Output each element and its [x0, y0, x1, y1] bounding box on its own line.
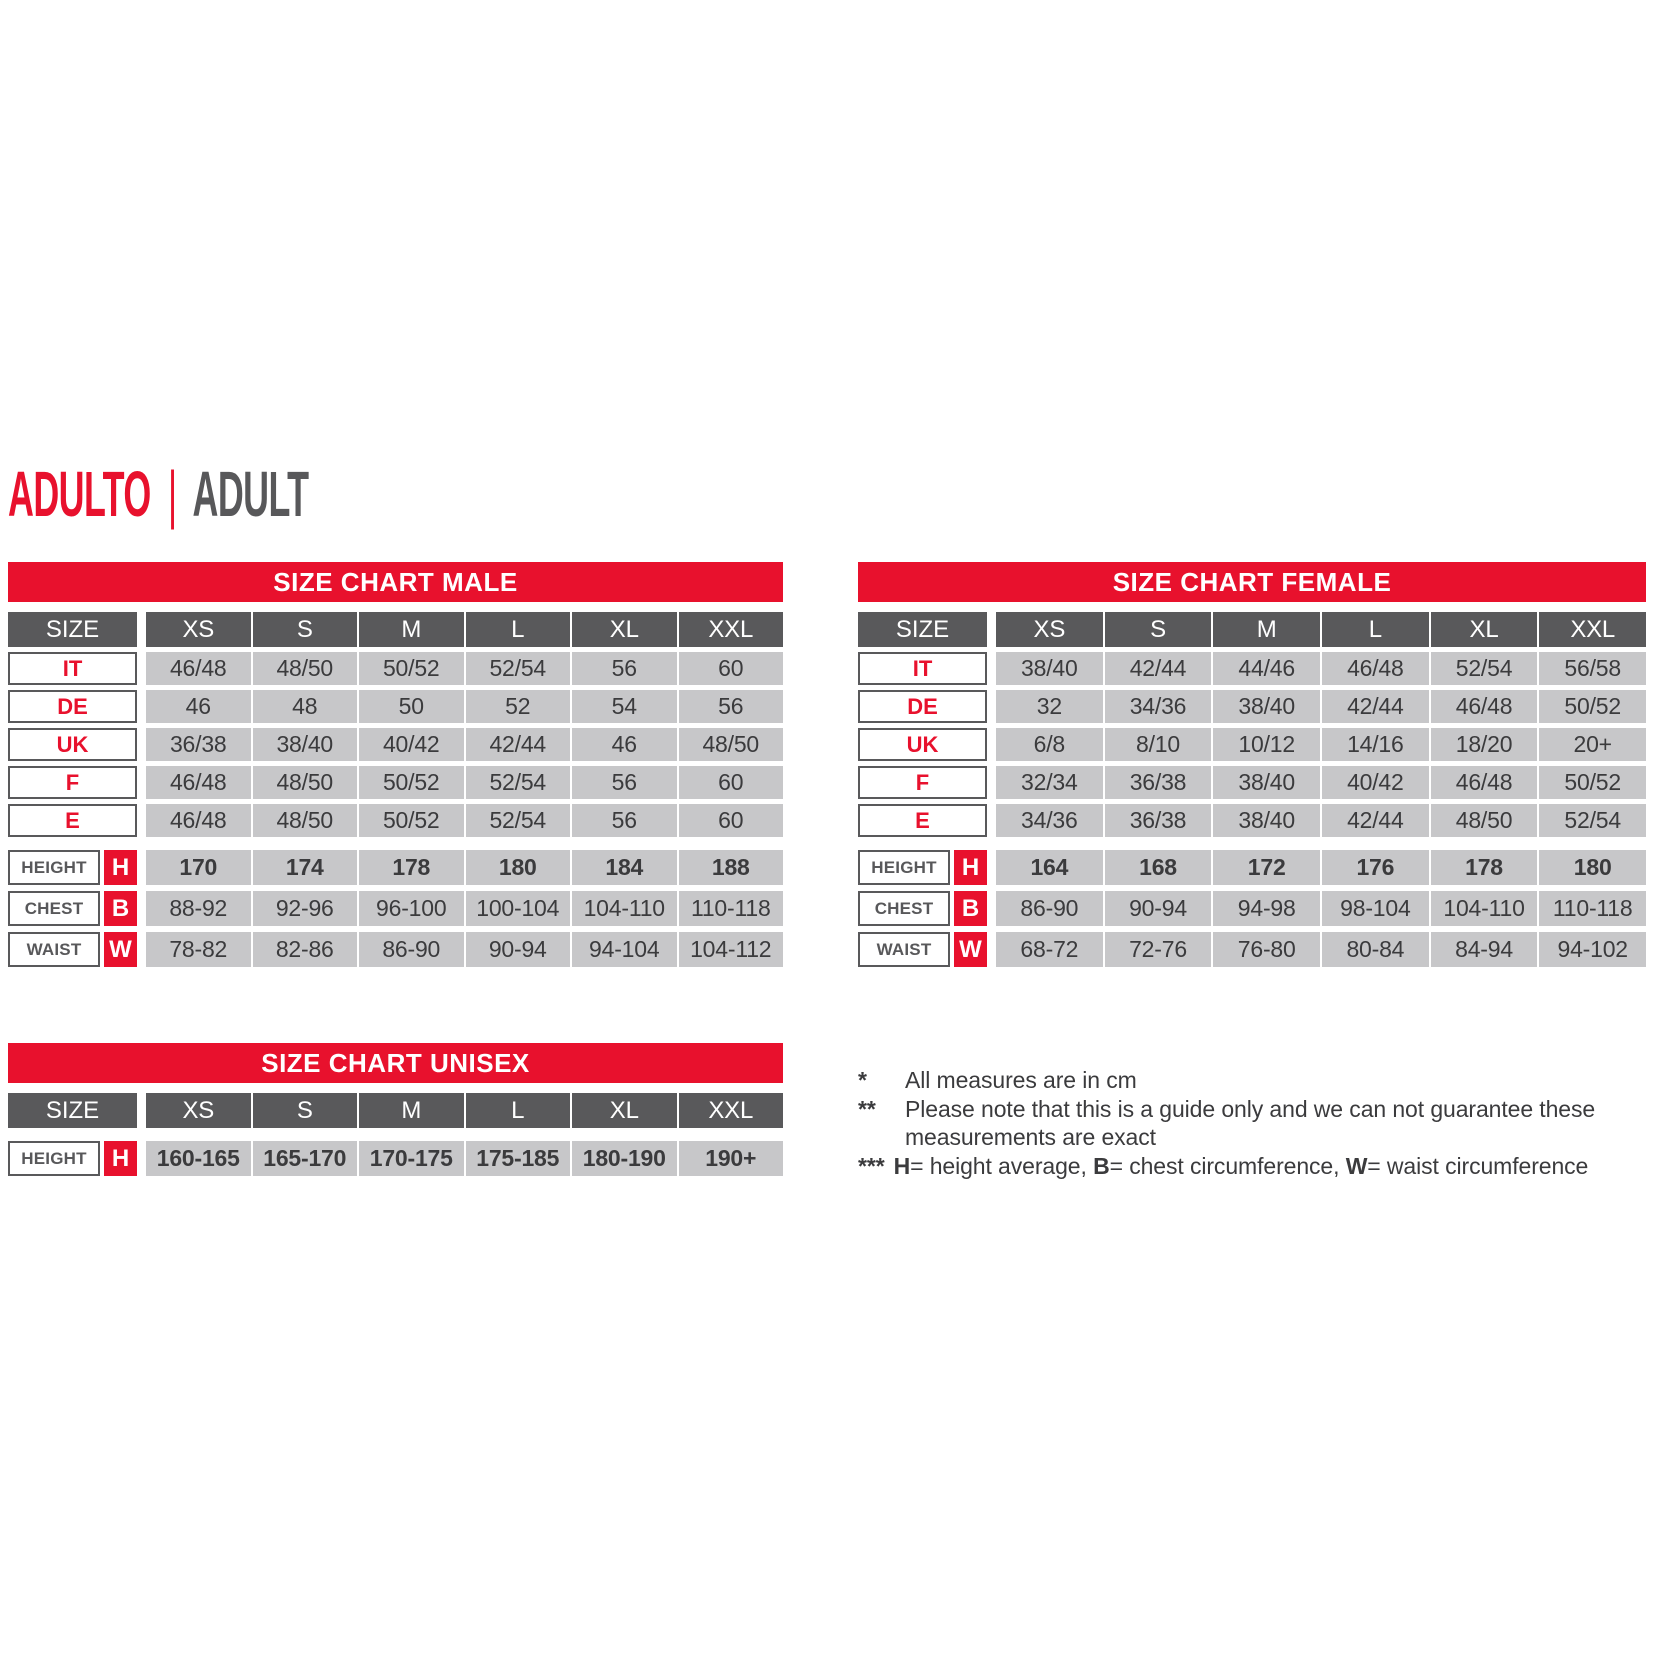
measure-value-cell: 100-104	[466, 891, 571, 926]
size-row-label-e: E	[8, 804, 137, 837]
size-value-cell: 32/34	[996, 766, 1103, 799]
size-row-de	[8, 690, 783, 723]
measure-value-cell: 92-96	[253, 891, 358, 926]
column-header-xl: XL	[572, 612, 677, 647]
size-row-label-it: IT	[858, 652, 987, 685]
measure-row-cells	[996, 891, 1646, 926]
size-value-cell: 48/50	[679, 728, 784, 761]
size-chart-unisex-table	[8, 1043, 783, 1176]
measure-value-cell: 170-175	[359, 1141, 464, 1176]
measure-value-cell: 96-100	[359, 891, 464, 926]
measure-row-label-waist: WAIST	[8, 932, 100, 967]
size-chart-female-table	[858, 562, 1646, 967]
column-header-row	[8, 612, 783, 647]
column-header-s: S	[253, 612, 358, 647]
column-header-row	[858, 612, 1646, 647]
size-value-cell: 40/42	[1322, 766, 1429, 799]
size-value-cell: 56	[572, 652, 677, 685]
measure-value-cell: 176	[1322, 850, 1429, 885]
measure-letter-badge-b: B	[104, 891, 137, 926]
size-header-label: SIZE	[858, 612, 987, 647]
footnote-bold-term: B	[1093, 1152, 1110, 1179]
measure-value-cell: 175-185	[466, 1141, 571, 1176]
footnote-text	[905, 1066, 1650, 1095]
column-header-m: M	[359, 612, 464, 647]
measure-value-cell: 174	[253, 850, 358, 885]
size-row-cells	[146, 728, 783, 761]
size-value-cell: 50/52	[1539, 690, 1646, 723]
page-title-secondary: ADULT	[192, 458, 309, 530]
measure-value-cell: 168	[1105, 850, 1212, 885]
column-header-xs: XS	[146, 612, 251, 647]
size-value-cell: 20+	[1539, 728, 1646, 761]
size-value-cell: 60	[679, 652, 784, 685]
column-header-xl: XL	[572, 1093, 677, 1128]
size-row-label-uk: UK	[858, 728, 987, 761]
measure-row-label-height: HEIGHT	[8, 850, 100, 885]
measure-value-cell: 178	[1431, 850, 1538, 885]
size-row-label-wrap	[858, 766, 987, 799]
size-value-cell: 52	[466, 690, 571, 723]
size-value-cell: 56	[572, 766, 677, 799]
column-header-xxl: XXL	[679, 612, 784, 647]
size-value-cell: 38/40	[1213, 804, 1320, 837]
size-value-cell: 38/40	[253, 728, 358, 761]
footnote-text-segment: All measures are in cm	[905, 1067, 1137, 1093]
measure-letter-badge-h: H	[104, 850, 137, 885]
size-row-label-wrap	[8, 766, 137, 799]
measure-value-cell: 180-190	[572, 1141, 677, 1176]
measure-letter-badge-b: B	[954, 891, 987, 926]
measure-value-cell: 165-170	[253, 1141, 358, 1176]
size-row-label-wrap	[8, 652, 137, 685]
size-row-e	[858, 804, 1646, 837]
size-row-uk	[8, 728, 783, 761]
size-value-cell: 48	[253, 690, 358, 723]
measure-value-cell: 180	[466, 850, 571, 885]
column-header-xl: XL	[1431, 612, 1538, 647]
size-header-cell-wrap	[858, 612, 987, 647]
measure-value-cell: 86-90	[996, 891, 1103, 926]
size-value-cell: 56	[572, 804, 677, 837]
size-row-label-de: DE	[858, 690, 987, 723]
table-header-bar-unisex: SIZE CHART UNISEX	[8, 1043, 783, 1083]
size-row-f	[858, 766, 1646, 799]
column-header-row	[8, 1093, 783, 1128]
column-header-cells	[996, 612, 1646, 647]
footnote-text	[894, 1152, 1650, 1181]
size-value-cell: 42/44	[466, 728, 571, 761]
size-value-cell: 52/54	[466, 652, 571, 685]
footnote-text	[905, 1095, 1650, 1152]
measure-row-label-chest: CHEST	[858, 891, 950, 926]
size-row-label-wrap	[858, 804, 987, 837]
measure-letter-badge-h: H	[104, 1141, 137, 1176]
measure-row-label-waist: WAIST	[858, 932, 950, 967]
measure-row-height	[858, 850, 1646, 885]
size-row-label-wrap	[8, 690, 137, 723]
size-value-cell: 48/50	[253, 766, 358, 799]
size-row-it	[8, 652, 783, 685]
measure-row-label-wrap	[858, 891, 987, 926]
size-row-it	[858, 652, 1646, 685]
footnote-text-segment: = chest circumference,	[1109, 1152, 1346, 1179]
size-row-cells	[996, 728, 1646, 761]
size-row-label-uk: UK	[8, 728, 137, 761]
footnote-marker: *	[858, 1067, 867, 1093]
footnote-1	[858, 1066, 1650, 1095]
size-value-cell: 38/40	[1213, 690, 1320, 723]
column-header-cells	[146, 1093, 783, 1128]
size-value-cell: 48/50	[253, 652, 358, 685]
footnote-text-segment: Please note that this is a guide only and we can not guarantee these measurements are exact	[905, 1095, 1596, 1150]
column-header-cells	[146, 612, 783, 647]
column-header-m: M	[1213, 612, 1320, 647]
column-header-m: M	[359, 1093, 464, 1128]
measure-value-cell: 170	[146, 850, 251, 885]
measure-row-label-wrap	[8, 1141, 137, 1176]
size-row-cells	[996, 652, 1646, 685]
size-value-cell: 38/40	[996, 652, 1103, 685]
size-value-cell: 40/42	[359, 728, 464, 761]
size-value-cell: 52/54	[466, 804, 571, 837]
size-row-cells	[146, 652, 783, 685]
size-value-cell: 52/54	[1431, 652, 1538, 685]
footnote-bold-term: H	[893, 1152, 911, 1179]
size-value-cell: 48/50	[1431, 804, 1538, 837]
measure-value-cell: 184	[572, 850, 677, 885]
size-row-f	[8, 766, 783, 799]
size-value-cell: 14/16	[1322, 728, 1429, 761]
measure-value-cell: 160-165	[146, 1141, 251, 1176]
measure-row-chest	[858, 891, 1646, 926]
size-row-cells	[996, 804, 1646, 837]
measure-value-cell: 188	[679, 850, 784, 885]
size-header-label: SIZE	[8, 1093, 137, 1128]
measure-row-label-chest: CHEST	[8, 891, 100, 926]
size-chart-male-table	[8, 562, 783, 967]
measure-value-cell: 90-94	[1105, 891, 1212, 926]
size-header-cell-wrap	[8, 612, 137, 647]
size-value-cell: 46	[572, 728, 677, 761]
column-header-s: S	[253, 1093, 358, 1128]
size-value-cell: 34/36	[996, 804, 1103, 837]
size-value-cell: 42/44	[1322, 690, 1429, 723]
measure-value-cell: 90-94	[466, 932, 571, 967]
size-value-cell: 56/58	[1539, 652, 1646, 685]
measure-value-cell: 84-94	[1431, 932, 1538, 967]
size-row-cells	[146, 690, 783, 723]
page-title-primary: ADULTO	[8, 458, 151, 530]
measure-row-cells	[146, 850, 783, 885]
column-header-l: L	[466, 1093, 571, 1128]
measure-row-cells	[996, 932, 1646, 967]
size-row-e	[8, 804, 783, 837]
column-header-l: L	[1322, 612, 1429, 647]
measure-value-cell: 94-98	[1213, 891, 1320, 926]
size-row-label-f: F	[8, 766, 137, 799]
size-value-cell: 60	[679, 804, 784, 837]
measure-value-cell: 94-102	[1539, 932, 1646, 967]
measure-value-cell: 172	[1213, 850, 1320, 885]
size-value-cell: 32	[996, 690, 1103, 723]
measure-value-cell: 88-92	[146, 891, 251, 926]
measure-row-label-wrap	[8, 891, 137, 926]
measure-row-label-wrap	[8, 850, 137, 885]
measure-row-cells	[146, 1141, 783, 1176]
size-value-cell: 36/38	[146, 728, 251, 761]
size-row-cells	[146, 766, 783, 799]
measure-letter-badge-w: W	[954, 932, 987, 967]
size-header-label: SIZE	[8, 612, 137, 647]
size-value-cell: 10/12	[1213, 728, 1320, 761]
size-row-label-wrap	[8, 728, 137, 761]
size-row-cells	[996, 766, 1646, 799]
size-row-cells	[146, 804, 783, 837]
size-value-cell: 46/48	[146, 804, 251, 837]
measure-row-label-wrap	[858, 932, 987, 967]
size-value-cell: 34/36	[1105, 690, 1212, 723]
size-row-label-e: E	[858, 804, 987, 837]
measure-row-label-height: HEIGHT	[858, 850, 950, 885]
size-value-cell: 50/52	[1539, 766, 1646, 799]
column-header-l: L	[466, 612, 571, 647]
size-row-label-f: F	[858, 766, 987, 799]
measure-value-cell: 190+	[679, 1141, 784, 1176]
size-value-cell: 46	[146, 690, 251, 723]
measure-value-cell: 104-110	[1431, 891, 1538, 926]
size-value-cell: 8/10	[1105, 728, 1212, 761]
size-value-cell: 48/50	[253, 804, 358, 837]
measure-value-cell: 164	[996, 850, 1103, 885]
measure-row-waist	[858, 932, 1646, 967]
size-row-uk	[858, 728, 1646, 761]
measure-value-cell: 72-76	[1105, 932, 1212, 967]
measure-value-cell: 110-118	[1539, 891, 1646, 926]
page-title-separator: |	[167, 458, 177, 530]
size-value-cell: 6/8	[996, 728, 1103, 761]
measure-value-cell: 104-112	[679, 932, 784, 967]
measure-row-height	[8, 850, 783, 885]
footnote-text-segment: = height average,	[910, 1152, 1094, 1179]
measure-value-cell: 82-86	[253, 932, 358, 967]
measure-value-cell: 78-82	[146, 932, 251, 967]
measure-value-cell: 94-104	[572, 932, 677, 967]
footnote-marker: **	[858, 1095, 876, 1122]
size-value-cell: 52/54	[1539, 804, 1646, 837]
measure-letter-badge-h: H	[954, 850, 987, 885]
measure-value-cell: 76-80	[1213, 932, 1320, 967]
size-value-cell: 46/48	[1431, 766, 1538, 799]
size-header-cell-wrap	[8, 1093, 137, 1128]
size-value-cell: 50/52	[359, 766, 464, 799]
page-title	[8, 458, 309, 530]
column-header-xs: XS	[146, 1093, 251, 1128]
measure-value-cell: 68-72	[996, 932, 1103, 967]
column-header-xxl: XXL	[679, 1093, 784, 1128]
size-value-cell: 46/48	[146, 766, 251, 799]
measure-row-cells	[146, 932, 783, 967]
table-header-bar-male: SIZE CHART MALE	[8, 562, 783, 602]
size-value-cell: 36/38	[1105, 804, 1212, 837]
size-row-label-wrap	[858, 690, 987, 723]
measure-row-cells	[996, 850, 1646, 885]
column-header-xxl: XXL	[1539, 612, 1646, 647]
column-header-s: S	[1105, 612, 1212, 647]
size-value-cell: 42/44	[1105, 652, 1212, 685]
size-value-cell: 44/46	[1213, 652, 1320, 685]
size-value-cell: 52/54	[466, 766, 571, 799]
measure-row-height	[8, 1141, 783, 1176]
measure-row-cells	[146, 891, 783, 926]
measure-value-cell: 104-110	[572, 891, 677, 926]
column-header-xs: XS	[996, 612, 1103, 647]
measure-value-cell: 86-90	[359, 932, 464, 967]
size-row-label-de: DE	[8, 690, 137, 723]
measure-letter-badge-w: W	[104, 932, 137, 967]
measure-value-cell: 110-118	[679, 891, 784, 926]
size-value-cell: 50/52	[359, 652, 464, 685]
size-value-cell: 46/48	[1431, 690, 1538, 723]
measure-row-label-height: HEIGHT	[8, 1141, 100, 1176]
size-value-cell: 60	[679, 766, 784, 799]
size-value-cell: 56	[679, 690, 784, 723]
size-value-cell: 42/44	[1322, 804, 1429, 837]
table-header-bar-female: SIZE CHART FEMALE	[858, 562, 1646, 602]
measure-row-label-wrap	[858, 850, 987, 885]
size-value-cell: 46/48	[1322, 652, 1429, 685]
footnote-2	[858, 1095, 1650, 1152]
measure-row-label-wrap	[8, 932, 137, 967]
measure-row-waist	[8, 932, 783, 967]
size-value-cell: 38/40	[1213, 766, 1320, 799]
footnote-text-segment: = waist circumference	[1367, 1152, 1589, 1179]
footnote-marker: ***	[858, 1152, 885, 1179]
footnote-3	[858, 1152, 1650, 1181]
size-value-cell: 50/52	[359, 804, 464, 837]
size-row-cells	[996, 690, 1646, 723]
measure-value-cell: 178	[359, 850, 464, 885]
size-value-cell: 54	[572, 690, 677, 723]
size-row-label-it: IT	[8, 652, 137, 685]
size-row-label-wrap	[858, 652, 987, 685]
footnotes	[858, 1066, 1650, 1180]
size-value-cell: 36/38	[1105, 766, 1212, 799]
size-value-cell: 50	[359, 690, 464, 723]
size-value-cell: 18/20	[1431, 728, 1538, 761]
footnote-bold-term: W	[1345, 1152, 1368, 1179]
size-row-de	[858, 690, 1646, 723]
size-row-label-wrap	[8, 804, 137, 837]
measure-value-cell: 98-104	[1322, 891, 1429, 926]
size-row-label-wrap	[858, 728, 987, 761]
measure-value-cell: 180	[1539, 850, 1646, 885]
size-value-cell: 46/48	[146, 652, 251, 685]
measure-row-chest	[8, 891, 783, 926]
measure-value-cell: 80-84	[1322, 932, 1429, 967]
